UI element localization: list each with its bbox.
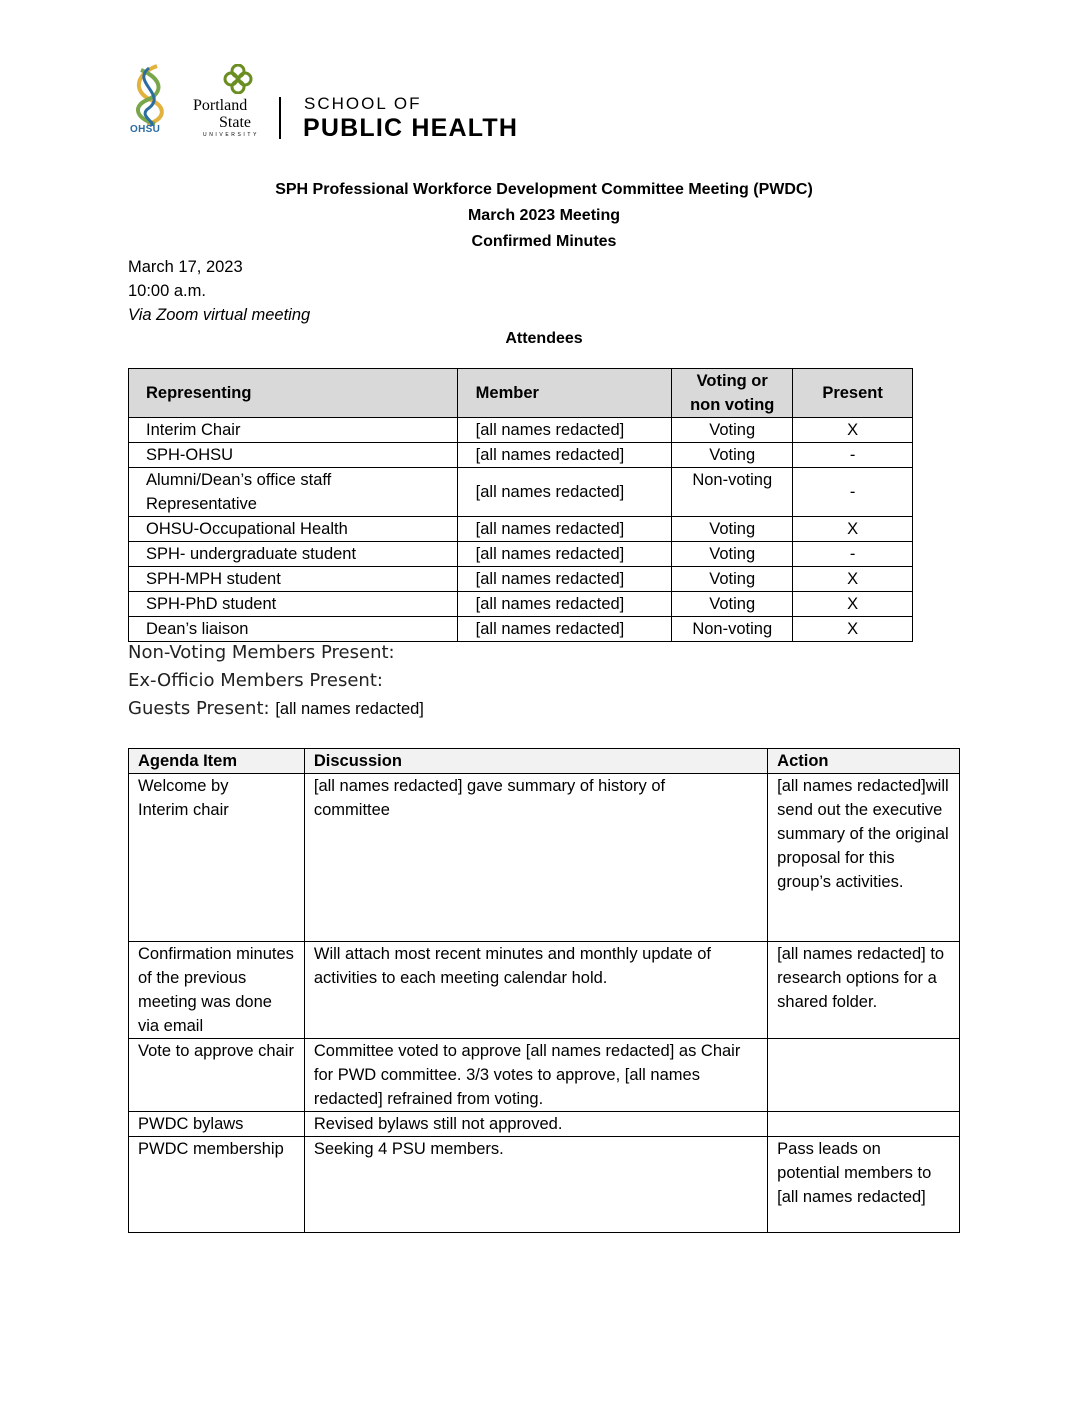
representing-cell: SPH-MPH student (129, 567, 458, 592)
voting-cell: Voting (672, 517, 793, 542)
guests-present-line (128, 698, 424, 719)
agenda-item-cell: PWDC bylaws (129, 1112, 305, 1137)
present-cell: X (793, 418, 913, 443)
representing-cell: SPH- undergraduate student (129, 542, 458, 567)
present-cell: X (793, 592, 913, 617)
member-cell: [all names redacted] (457, 418, 672, 443)
psu-logo (193, 64, 263, 142)
logo-divider (279, 97, 281, 139)
table-row (129, 1039, 960, 1112)
col-discussion: Discussion (304, 749, 767, 774)
discussion-cell: Revised bylaws still not approved. (304, 1112, 767, 1137)
table-row (129, 517, 913, 542)
guests-present-label: Guests Present: (128, 698, 270, 719)
table-row (129, 592, 913, 617)
present-cell: X (793, 567, 913, 592)
table-row (129, 774, 960, 942)
representing-cell: Alumni/Dean’s office staff Representative (129, 468, 458, 517)
member-cell: [all names redacted] (457, 517, 672, 542)
ohsu-helix-icon (127, 64, 173, 126)
representing-cell: OHSU-Occupational Health (129, 517, 458, 542)
table-row (129, 1137, 960, 1233)
table-row (129, 942, 960, 1039)
table-row (129, 468, 913, 517)
voting-cell: Voting (672, 592, 793, 617)
representing-cell: Interim Chair (129, 418, 458, 443)
representing-cell: SPH-PhD student (129, 592, 458, 617)
agenda-item-cell: PWDC membership (129, 1137, 305, 1233)
member-cell: [all names redacted] (457, 617, 672, 642)
attendees-header-row (129, 369, 913, 418)
guests-present-value: [all names redacted] (275, 700, 424, 718)
voting-cell: Voting (672, 418, 793, 443)
document-status: Confirmed Minutes (471, 233, 617, 250)
agenda-header-row (129, 749, 960, 774)
agenda-item-cell: Welcome by Interim chair (129, 774, 305, 942)
voting-cell: Voting (672, 443, 793, 468)
action-cell: [all names redacted] to research options for a shared folder. (768, 942, 960, 1039)
discussion-cell: [all names redacted] gave summary of history of committee (304, 774, 767, 942)
action-cell (768, 1112, 960, 1137)
present-cell: X (793, 617, 913, 642)
action-cell (768, 1039, 960, 1112)
col-representing: Representing (129, 369, 458, 418)
member-cell: [all names redacted] (457, 443, 672, 468)
member-cell: [all names redacted] (457, 592, 672, 617)
non-voting-members-label: Non-Voting Members Present: (128, 642, 395, 663)
ohsu-logo-text: OHSU (130, 124, 161, 135)
col-voting: Voting or non voting (672, 369, 793, 418)
member-cell: [all names redacted] (457, 567, 672, 592)
action-cell: Pass leads on potential members to [all names redacted] (768, 1137, 960, 1233)
agenda-item-cell: Vote to approve chair (129, 1039, 305, 1112)
document-title: SPH Professional Workforce Development Committee Meeting (PWDC) (275, 181, 813, 198)
discussion-cell: Committee voted to approve [all names redacted] as Chair for PWD committee. 3/3 votes to approve, [all names redacted] refrained from voting. (304, 1039, 767, 1112)
psu-name-line2: State (219, 114, 251, 131)
col-present: Present (793, 369, 913, 418)
discussion-cell: Will attach most recent minutes and monthly update of activities to each meeting calendar hold. (304, 942, 767, 1039)
attendees-heading: Attendees (505, 330, 583, 347)
voting-cell: Voting (672, 567, 793, 592)
present-cell: X (793, 517, 913, 542)
school-line2: PUBLIC HEALTH (303, 114, 519, 142)
ex-officio-members-label: Ex-Officio Members Present: (128, 670, 383, 691)
col-action: Action (768, 749, 960, 774)
attendees-table (128, 368, 913, 642)
table-row (129, 617, 913, 642)
header-logos (127, 64, 519, 144)
action-cell: [all names redacted]will send out the executive summary of the original proposal for this group’s activities. (768, 774, 960, 942)
col-member: Member (457, 369, 672, 418)
ohsu-logo (127, 64, 173, 140)
present-cell: - (793, 443, 913, 468)
voting-cell: Voting (672, 542, 793, 567)
table-row (129, 443, 913, 468)
table-row (129, 1112, 960, 1137)
col-agenda-item: Agenda Item (129, 749, 305, 774)
discussion-cell: Seeking 4 PSU members. (304, 1137, 767, 1233)
document-subtitle: March 2023 Meeting (467, 207, 621, 224)
voting-cell: Non-voting (672, 468, 793, 517)
meeting-date: March 17, 2023 (128, 258, 243, 276)
present-cell: - (793, 542, 913, 567)
table-row (129, 542, 913, 567)
school-line1: SCHOOL OF (304, 94, 422, 113)
member-cell: [all names redacted] (457, 468, 672, 517)
present-cell: - (793, 468, 913, 517)
member-cell: [all names redacted] (457, 542, 672, 567)
agenda-table (128, 748, 960, 1233)
meeting-time: 10:00 a.m. (128, 282, 206, 300)
table-row (129, 567, 913, 592)
table-row (129, 418, 913, 443)
representing-cell: Dean’s liaison (129, 617, 458, 642)
voting-cell: Non-voting (672, 617, 793, 642)
meeting-location: Via Zoom virtual meeting (128, 306, 311, 324)
agenda-item-cell: Confirmation minutes of the previous meeting was done via email (129, 942, 305, 1039)
psu-name-line1: Portland (193, 97, 248, 114)
psu-clover-icon (223, 64, 253, 94)
representing-cell: SPH-OHSU (129, 443, 458, 468)
psu-name-line3: UNIVERSITY (203, 132, 260, 138)
